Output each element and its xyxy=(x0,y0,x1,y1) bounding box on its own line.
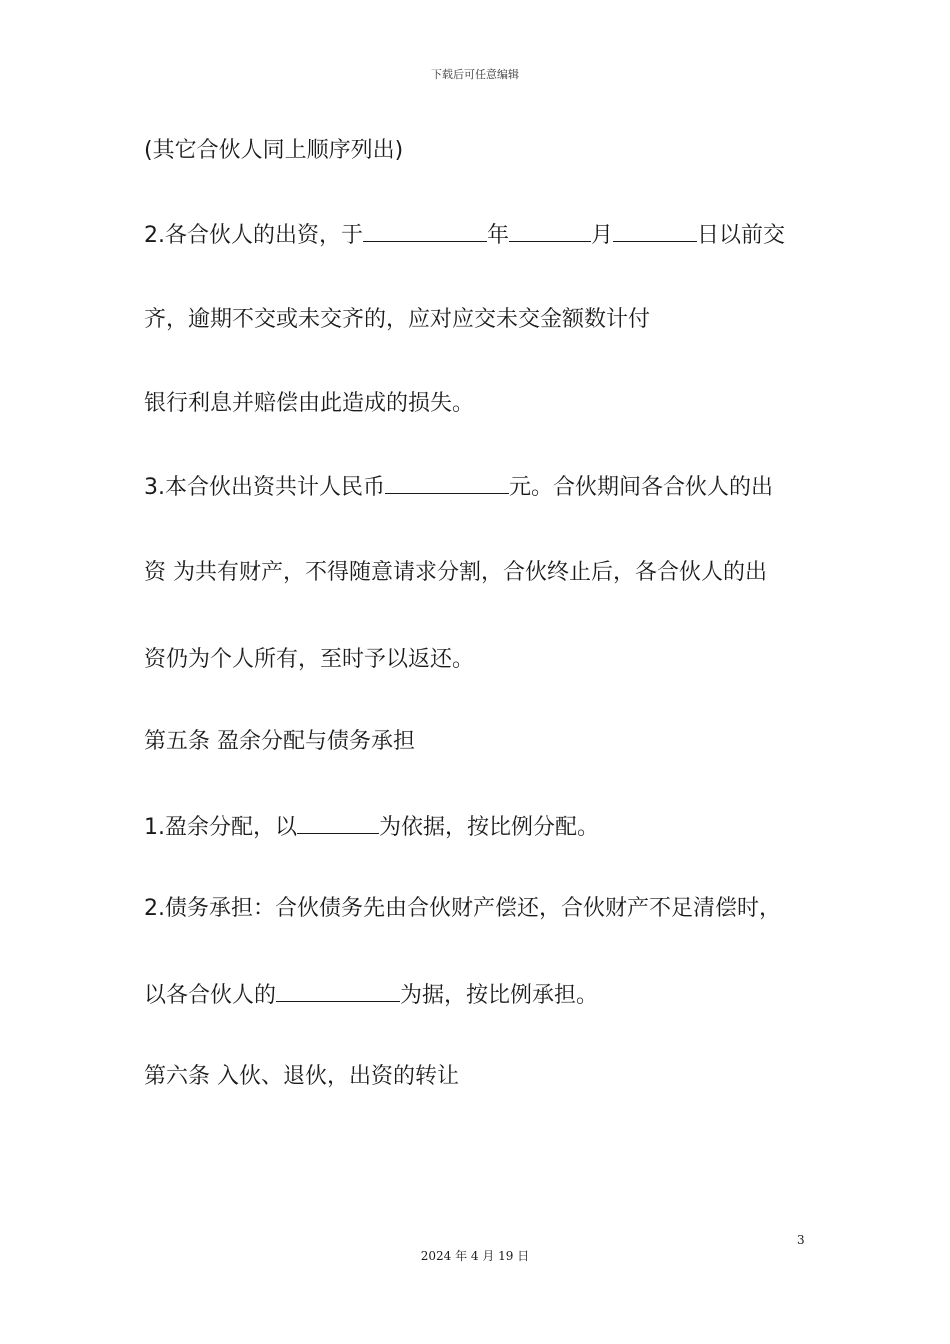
text-debt-bearing: 2.债务承担：合伙债务先由合伙财产偿还，合伙财产不足清偿时， xyxy=(144,896,781,921)
text-total-contribution: 3.本合伙出资共计人民币 xyxy=(144,475,385,500)
paragraph-line xyxy=(144,389,474,419)
page-number: 3 xyxy=(797,1233,805,1247)
paragraph-line xyxy=(144,471,773,503)
paragraph-line xyxy=(144,558,767,588)
text-each-partner: 以各合伙人的 xyxy=(144,983,277,1008)
text-profit-distribution: 1.盈余分配，以 xyxy=(144,815,297,840)
page-header: 下载后可任意编辑 xyxy=(431,68,519,81)
year-blank xyxy=(363,219,487,242)
section-heading xyxy=(144,1062,459,1092)
text-other-partners: (其它合伙人同上顺序列出) xyxy=(144,138,404,163)
month-blank xyxy=(509,219,591,242)
text-proportional: 为依据，按比例分配。 xyxy=(379,815,600,840)
paragraph-line xyxy=(144,979,598,1011)
text-year: 年 xyxy=(487,223,510,248)
text-yuan: 元。合伙期间各合伙人的出 xyxy=(509,475,774,500)
text-day-deadline: 日以前交 xyxy=(697,223,786,248)
paragraph-line xyxy=(144,219,785,251)
footer-date: 2024 年 4 月 19 日 xyxy=(420,1249,530,1263)
paragraph-line xyxy=(144,645,474,675)
paragraph-line xyxy=(144,136,403,166)
paragraph-line xyxy=(144,811,599,843)
heading-article-6: 第六条 入伙、退伙，出资的转让 xyxy=(144,1064,459,1089)
text-bank-interest: 银行利息并赔偿由此造成的损失。 xyxy=(144,391,475,416)
text-overdue: 齐，逾期不交或未交齐的，应对应交未交金额数计付 xyxy=(144,307,651,332)
paragraph-line xyxy=(144,894,781,924)
text-contribution-intro: 2.各合伙人的出资，于 xyxy=(144,223,363,248)
amount-blank xyxy=(385,471,509,494)
heading-article-5: 第五条 盈余分配与债务承担 xyxy=(144,729,415,754)
text-bear-proportion: 为据，按比例承担。 xyxy=(400,983,599,1008)
basis-blank xyxy=(297,811,379,834)
ratio-blank xyxy=(276,979,400,1002)
section-heading xyxy=(144,727,415,757)
text-month: 月 xyxy=(591,223,614,248)
text-return: 资仍为个人所有，至时予以返还。 xyxy=(144,647,475,672)
paragraph-line xyxy=(144,305,650,335)
day-blank xyxy=(613,219,697,242)
text-common-property: 资 为共有财产，不得随意请求分割，合伙终止后，各合伙人的出 xyxy=(144,560,767,585)
